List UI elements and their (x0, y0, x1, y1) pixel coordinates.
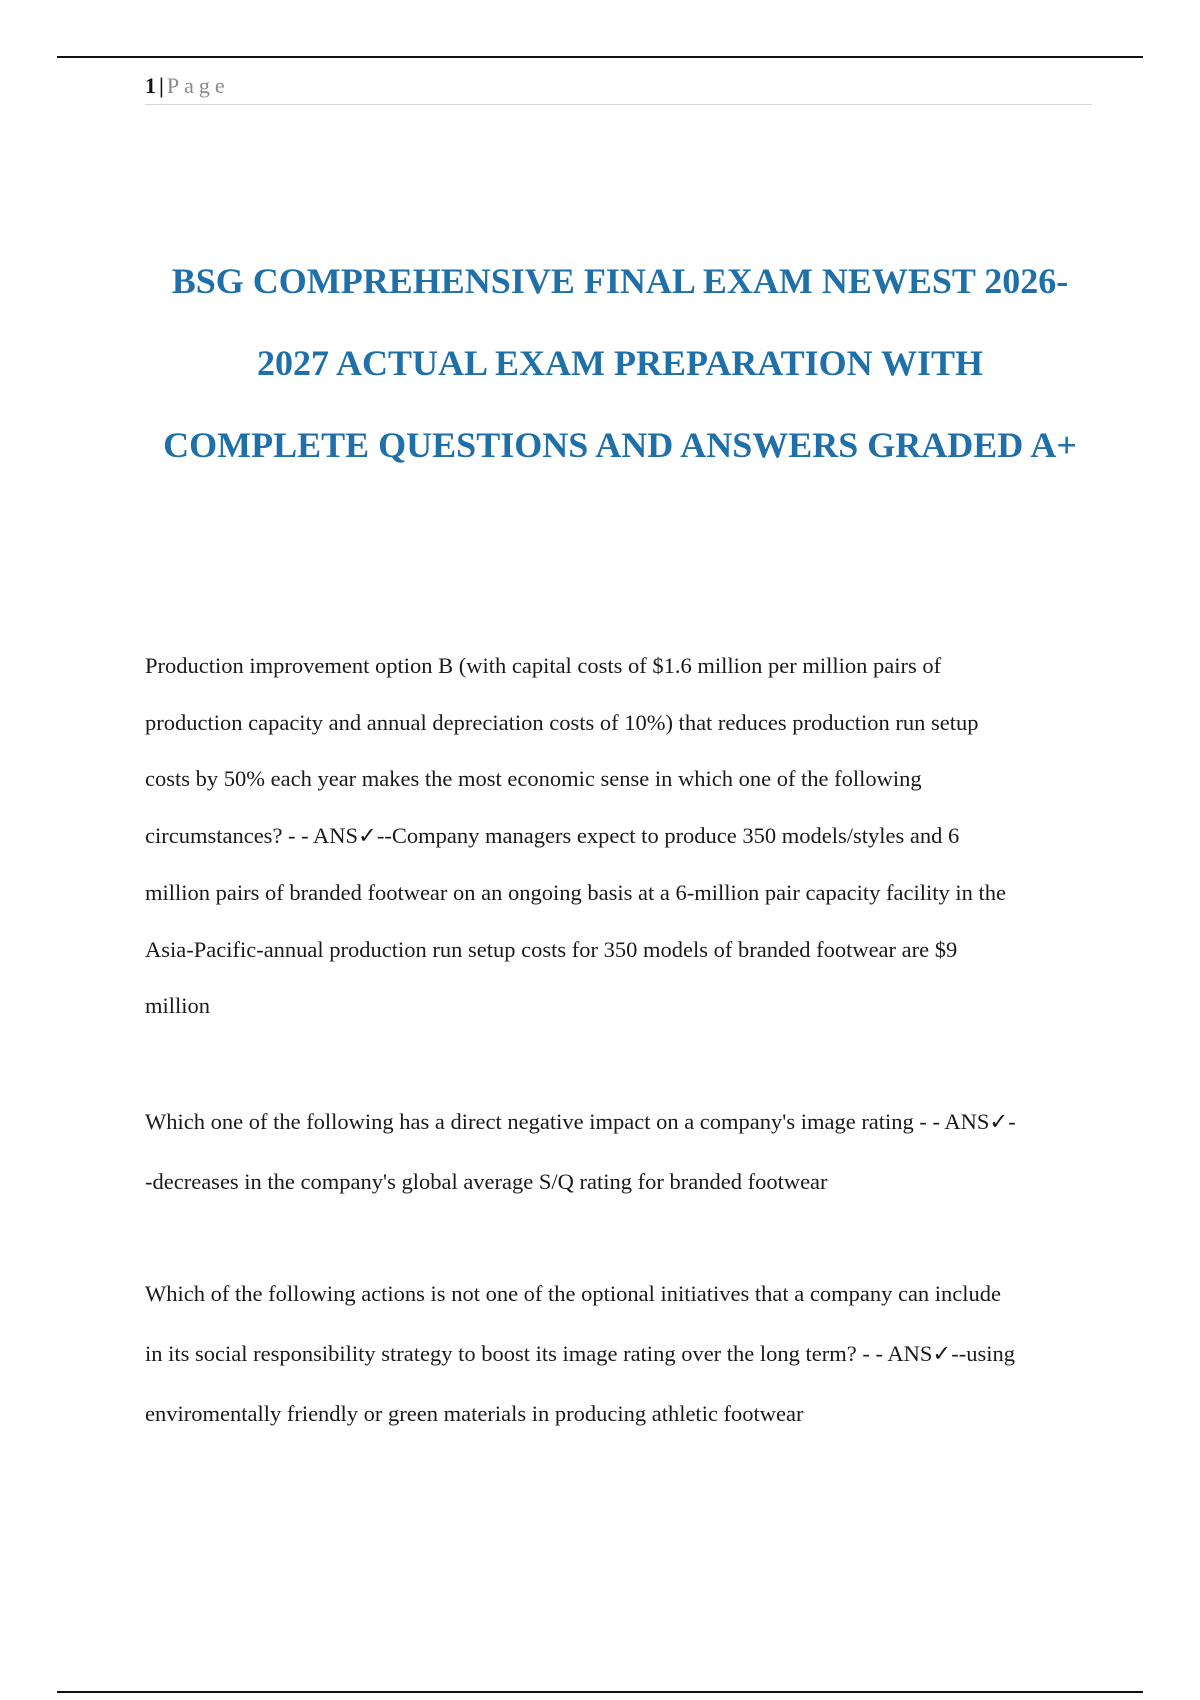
qa-line: circumstances? - - ANS✓--Company managers expect to produce 350 models/styles and 6 (145, 823, 960, 849)
title-line: COMPLETE QUESTIONS AND ANSWERS GRADED A+ (163, 425, 1077, 465)
qa-item (145, 638, 1105, 1035)
title-line: BSG COMPREHENSIVE FINAL EXAM NEWEST 2026- (171, 261, 1069, 301)
qa-line: Which of the following actions is not one of the optional initiatives that a company can include (145, 1281, 1002, 1306)
bottom-rule (57, 1691, 1143, 1693)
top-rule (57, 56, 1143, 58)
document-title (130, 240, 1110, 486)
page-number: 1 (145, 73, 156, 98)
page-header (145, 72, 1092, 105)
qa-line: enviromentally friendly or green materials in producing athletic footwear (145, 1401, 804, 1426)
qa-line: Which one of the following has a direct negative impact on a company's image rating - - ANS✓- (145, 1109, 1016, 1134)
qa-item (145, 1092, 1105, 1212)
qa-line: Asia-Pacific-annual production run setup costs for 350 models of branded footwear are $9 (145, 936, 958, 962)
qa-line: -decreases in the company's global average S/Q rating for branded footwear (145, 1169, 828, 1194)
page-separator: | (159, 73, 164, 98)
page-label: Page (166, 73, 230, 98)
qa-line: Production improvement option B (with capital costs of $1.6 million per million pairs of (145, 653, 942, 678)
qa-line: production capacity and annual depreciation costs of 10%) that reduces production run setup (145, 709, 979, 735)
qa-line: million pairs of branded footwear on an ongoing basis at a 6-million pair capacity facility in the (145, 879, 1007, 905)
qa-line: costs by 50% each year makes the most economic sense in which one of the following (145, 766, 922, 792)
qa-item (145, 1264, 1105, 1444)
qa-line: million (145, 993, 211, 1019)
title-line: 2027 ACTUAL EXAM PREPARATION WITH (256, 343, 984, 383)
qa-line: in its social responsibility strategy to boost its image rating over the long term? - - ANS✓--using (145, 1341, 1015, 1366)
